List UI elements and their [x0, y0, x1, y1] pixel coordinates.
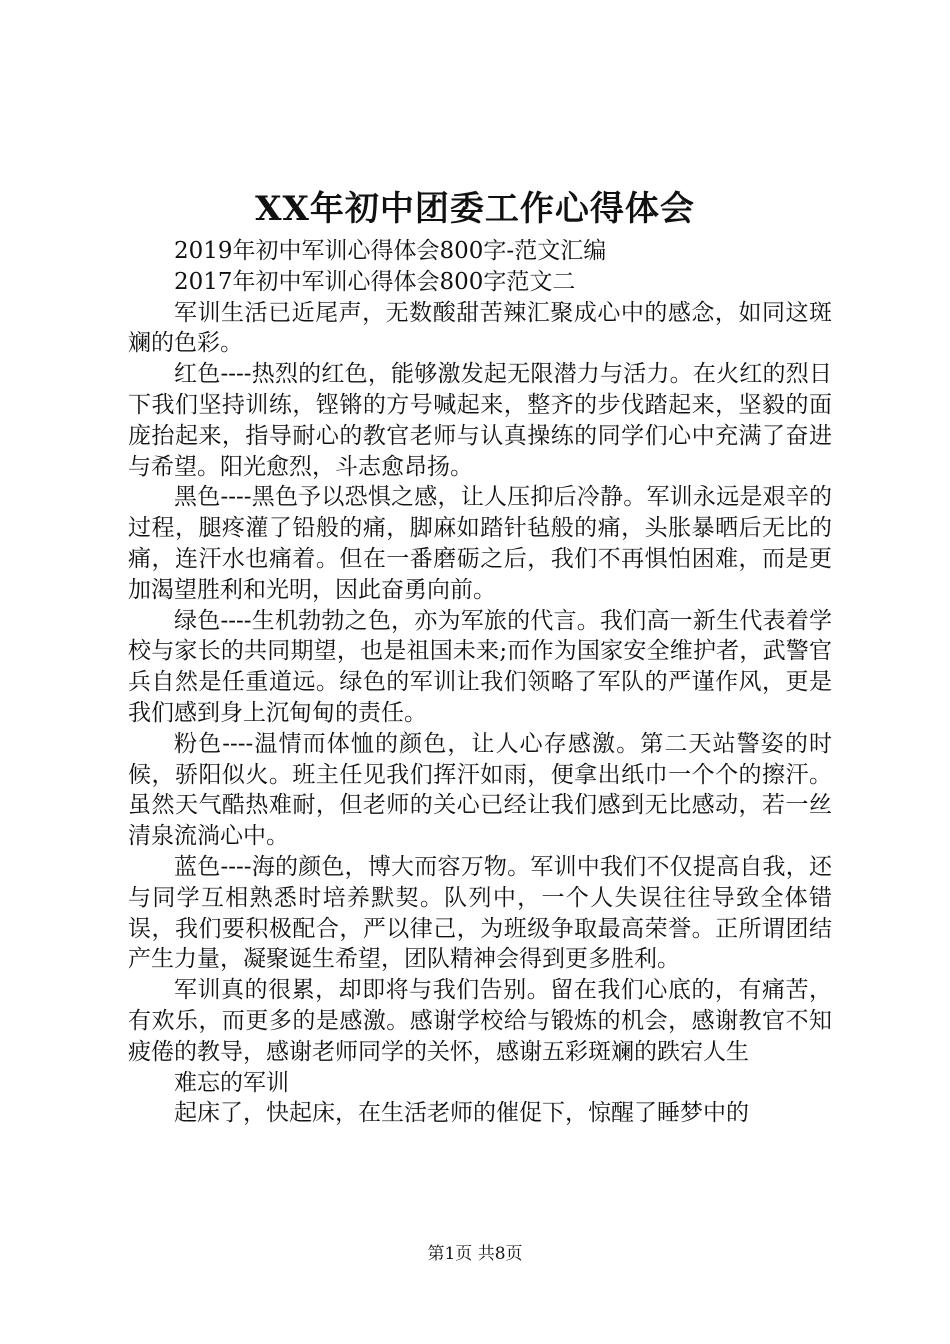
paragraph: 红色----热烈的红色，能够激发起无限潜力与活力。在火红的烈日下我们坚持训练，铿锵的方号喊起来，整齐的步伐踏起来，坚毅的面庞抬起来，指导耐心的教官老师与认真操练的同学们心中充满了奋进与希望。阳光愈烈，斗志愈昂扬。: [128, 361, 832, 480]
paragraph: 蓝色----海的颜色，博大而容万物。军训中我们不仅提高自我，还与同学互相熟悉时培养默契。队列中，一个人失误往往导致全体错误，我们要积极配合，严以律己，为班级争取最高荣誉。正所谓团结产生力量，凝聚诞生希望，团队精神会得到更多胜利。: [128, 853, 832, 973]
paragraph: 2019年初中军训心得体会800字-范文汇编: [174, 238, 607, 264]
paragraph: 起床了，快起床，在生活老师的催促下，惊醒了睡梦中的: [174, 1100, 749, 1127]
paragraph: 2017年初中军训心得体会800字范文二: [174, 268, 576, 295]
paragraph: 难忘的军训: [174, 1069, 289, 1096]
page-number-footer: 第1页 共8页: [427, 1244, 523, 1264]
paragraph: 绿色----生机勃勃之色，亦为军旅的代言。我们高一新生代表着学校与家长的共同期望，也是祖国未来;而作为国家安全维护者，武警官兵自然是任重道远。绿色的军训让我们领略了军队的严谨作风，更是我们感到身上沉甸甸的责任。: [128, 607, 832, 726]
paragraph: 粉色----温情而体恤的颜色，让人心存感激。第二天站警姿的时候，骄阳似火。班主任见我们挥汗如雨，便拿出纸巾一个个的擦汗。虽然天气酷热难耐，但老师的关心已经让我们感到无比感动，若一丝清泉流淌心中。: [128, 730, 832, 850]
paragraph: 黑色----黑色予以恐惧之感，让人压抑后冷静。军训永远是艰辛的过程，腿疼灌了铅般的痛，脚麻如踏针毡般的痛，头胀暴晒后无比的痛，连汗水也痛着。但在一番磨砺之后，我们不再惧怕困难，而是更加渴望胜利和光明，因此奋勇向前。: [128, 484, 832, 603]
document-title: XX年初中团委工作心得体会: [255, 189, 695, 229]
paragraph: 军训生活已近尾声，无数酸甜苦辣汇聚成心中的感念，如同这斑斓的色彩。: [128, 299, 832, 357]
document-body: [128, 236, 832, 1129]
paragraph: 军训真的很累，却即将与我们告别。留在我们心底的，有痛苦，有欢乐，而更多的是感激。感谢学校给与锻炼的机会，感谢教官不知疲倦的教导，感谢老师同学的关怀，感谢五彩斑斓的跌宕人生: [128, 977, 832, 1065]
